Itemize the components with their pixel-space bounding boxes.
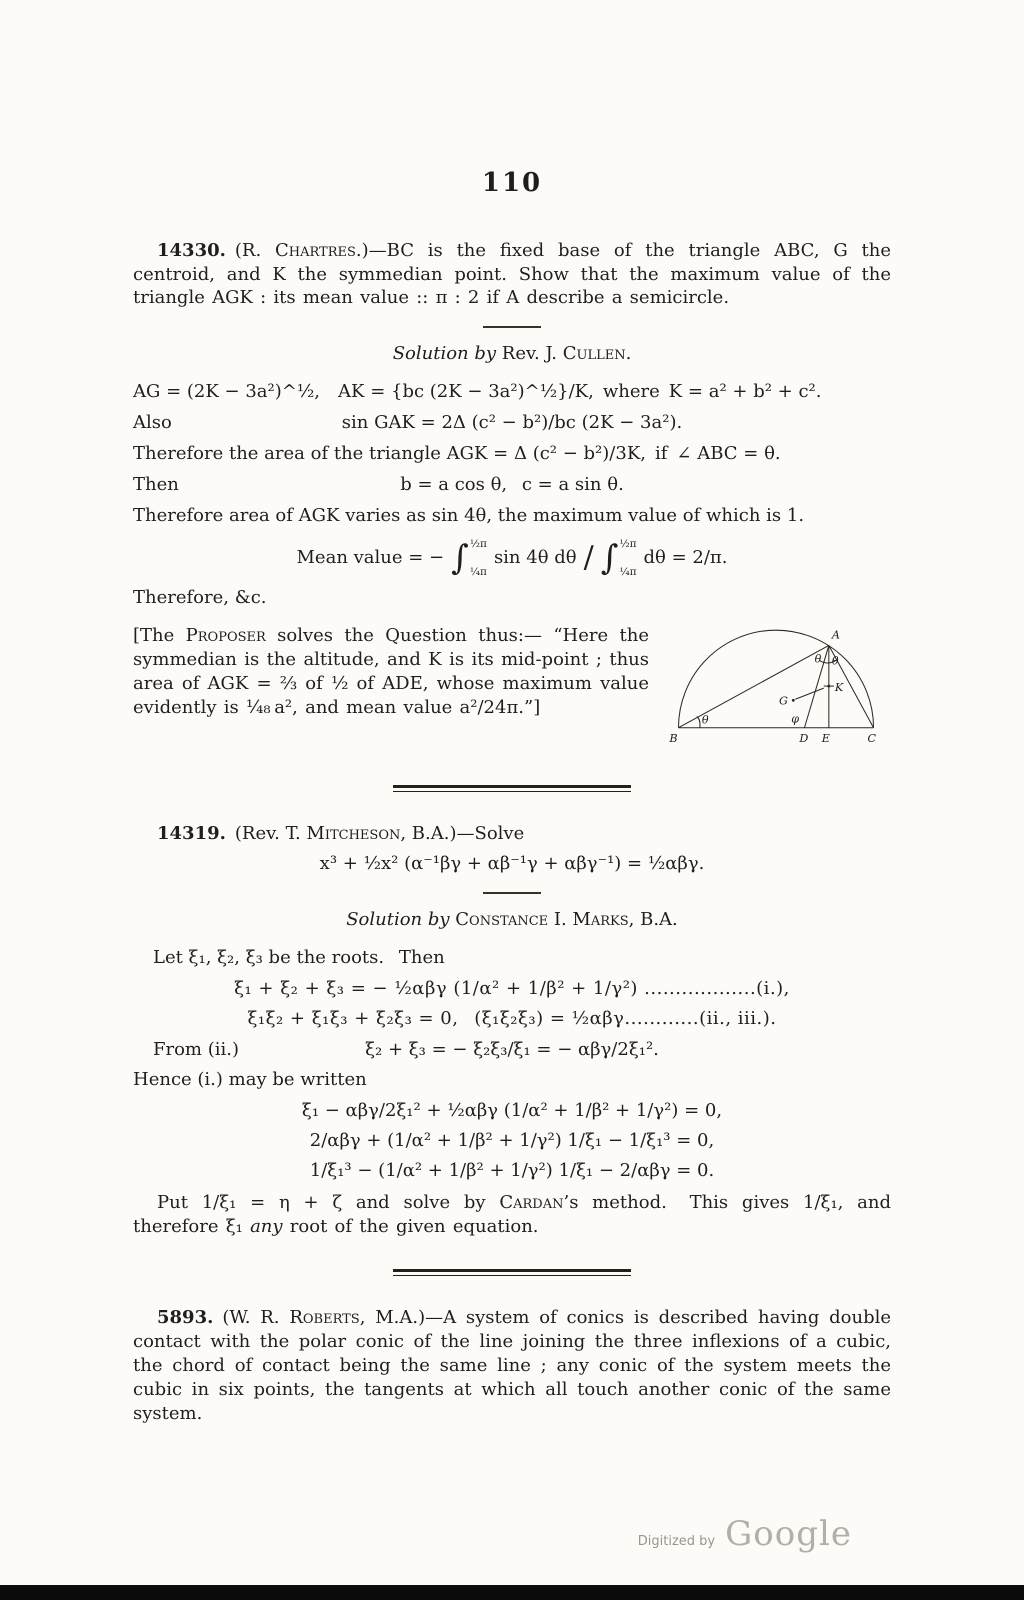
- equation-text: sin 4θ dθ: [493, 547, 577, 569]
- problem-14319-equation: x³ + ½x² (α⁻¹βγ + αβ⁻¹γ + αβγ⁻¹) = ½αβγ.: [319, 852, 705, 874]
- solution-by-label: Solution by: [392, 343, 502, 365]
- statement-text: .)—BC is the fixed base of the triangle ABC, G the centroid, and K the symmedian point. Show that the maximum value of the triangle AGK : its mean value :: π : 2 if A describe a semicircle.: [133, 239, 891, 309]
- figure-angle-theta-b: θ: [701, 713, 709, 727]
- equation-text: dθ = 2/π.: [643, 547, 728, 569]
- problem-14330-statement: [133, 239, 891, 311]
- solver-name: Cullen: [562, 343, 626, 365]
- cardan-name: Cardan: [499, 1192, 564, 1214]
- equation-line: Therefore the area of the triangle AGK = Δ (c² − b²)/3K, if ∠ ABC = θ.: [133, 443, 781, 465]
- integral-lower-limit: ¼π: [469, 565, 487, 578]
- equation-i: ξ₁ + ξ₂ + ξ₃ = − ½αβγ (1/α² + 1/β² + 1/γ²) ..................(i.),: [234, 977, 790, 999]
- geometry-figure: [659, 618, 891, 753]
- solution-byline-14319: [133, 908, 891, 932]
- figure-angle-theta-a2: θ: [831, 654, 839, 668]
- figure-label-e: E: [821, 731, 830, 745]
- text-line: Therefore area of AGK varies as sin 4θ, the maximum value of which is 1.: [133, 505, 805, 527]
- equation-text: Mean value = −: [296, 547, 445, 569]
- statement-text: (Rev. T.: [225, 822, 307, 844]
- problem-14319-number: 14319.: [157, 822, 226, 844]
- equation: ξ₂ + ξ₃ = − ξ₂ξ₃/ξ₁ = − αβγ/2ξ₁².: [365, 1038, 659, 1060]
- then-label: Then: [133, 474, 179, 496]
- conclusion-text: Put 1/ξ₁ = η + ζ and solve by: [157, 1192, 500, 1214]
- figure-label-g: G: [779, 694, 788, 708]
- figure-label-k: K: [834, 681, 844, 695]
- proposer-text-body: solves the Question thus:— “Here the symmedian is the altitude, and K is its mid-point ; thus area of AGK = ⅔ of ½ of ADE, whose maximum value evidently is ¹⁄₄₈ a², and mean value a²/24π.”]: [133, 624, 649, 718]
- statement-text: , M.A.)—A system of conics is described having double contact with the polar conic of the line joining the three inflexions of a cubic, the chord of contact being the same line ; any conic of the system meets the cubic in six points, the tangents at which all touch another conic of the same system.: [133, 1307, 891, 1424]
- integral-sign: ∫: [600, 538, 619, 579]
- integral-upper-limit: ½π: [469, 538, 487, 551]
- problem-5893-number: 5893.: [157, 1307, 214, 1329]
- any-word: any: [250, 1216, 283, 1238]
- equation-ii-iii: ξ₁ξ₂ + ξ₁ξ₃ + ξ₂ξ₃ = 0, (ξ₁ξ₂ξ₃) = ½αβγ............(ii., iii.).: [247, 1007, 777, 1029]
- from-ii-line: [133, 1038, 891, 1062]
- google-watermark: [638, 1514, 852, 1554]
- integral-upper-limit: ½π: [619, 538, 637, 551]
- section-divider-double-rule: [393, 1269, 631, 1276]
- scan-edge-bar: [0, 1585, 1024, 1600]
- conclusion-text: ’s method. This gives 1/ξ₁, and therefore ξ₁: [133, 1192, 891, 1238]
- division-slash: /: [583, 540, 594, 576]
- equation-a: ξ₁ − αβγ/2ξ₁² + ½αβγ (1/α² + 1/β² + 1/γ²) = 0,: [301, 1100, 723, 1122]
- equation-line: [133, 473, 891, 497]
- problem-14330-number: 14330.: [157, 239, 226, 261]
- page-number: 110: [481, 168, 543, 198]
- hence-line: Hence (i.) may be written: [133, 1069, 367, 1091]
- mean-value-equation: [133, 538, 891, 578]
- integral: [451, 538, 487, 578]
- solver-name: Rev. J.: [501, 343, 563, 365]
- solution-byline-14330: [133, 342, 891, 366]
- statement-text: , B.A.)—Solve: [400, 822, 525, 844]
- solver-name: , B.A.: [628, 908, 678, 930]
- equation-line: AG = (2K − 3a²)^½, AK = {bc (2K − 3a²)^½}/K, where K = a² + b² + c².: [133, 381, 822, 403]
- equation-b: 2/αβγ + (1/α² + 1/β² + 1/γ²) 1/ξ₁ − 1/ξ₁³ = 0,: [309, 1130, 715, 1152]
- integral-limits: [618, 538, 636, 578]
- divider-rule: [483, 892, 541, 894]
- proposer-name-mitcheson: Mitcheson: [306, 822, 401, 844]
- therefore-line: Therefore, &c.: [133, 587, 267, 609]
- proposer-name-roberts: Roberts: [289, 1307, 360, 1329]
- problem-5893-statement: [133, 1306, 891, 1426]
- equation-c: 1/ξ₁³ − (1/α² + 1/β² + 1/γ²) 1/ξ₁ − 2/αβγ = 0.: [309, 1160, 715, 1182]
- digitized-by-label: Digitized by: [637, 1534, 716, 1549]
- section-divider-double-rule: [393, 785, 631, 792]
- figure-angle-phi: φ: [791, 712, 800, 726]
- conclusion-text: root of the given equation.: [282, 1216, 539, 1238]
- let-roots-line: Let ξ₁, ξ₂, ξ₃ be the roots. Then: [153, 946, 445, 968]
- solution-by-label: Solution by: [346, 908, 456, 930]
- solver-name: .: [625, 343, 632, 365]
- solver-name: Constance I. Marks: [455, 908, 629, 930]
- integral-limits: [469, 538, 487, 578]
- figure-label-d: D: [799, 731, 809, 745]
- proposer-label: Proposer: [185, 624, 266, 646]
- proposer-name-chartres: Chartres: [274, 239, 356, 261]
- divider-rule: [483, 326, 541, 328]
- equation: b = a cos θ, c = a sin θ.: [400, 474, 624, 496]
- proposer-text-open: [The: [133, 624, 186, 646]
- problem-14319-statement: [133, 822, 891, 846]
- integral-sign: ∫: [451, 538, 469, 579]
- page-content: [133, 166, 891, 1426]
- google-logo: Google: [725, 1514, 852, 1554]
- figure-label-c: C: [867, 731, 876, 745]
- figure-label-a: A: [831, 628, 840, 642]
- figure-angle-theta-a1: θ: [814, 652, 822, 666]
- statement-text: (R.: [225, 239, 275, 261]
- from-label: From (ii.): [153, 1038, 240, 1060]
- semicircle-diagram: [659, 618, 891, 746]
- statement-text: (W. R.: [213, 1307, 290, 1329]
- proposer-note: [133, 624, 891, 755]
- integral-lower-limit: ¼π: [619, 565, 637, 578]
- conclusion-paragraph: [133, 1191, 891, 1239]
- also-label: Also: [133, 412, 172, 434]
- equation: sin GAK = 2Δ (c² − b²)/bc (2K − 3a²).: [341, 412, 683, 434]
- equation-line: [133, 411, 891, 435]
- integral: [601, 538, 637, 578]
- figure-label-b: B: [669, 731, 678, 745]
